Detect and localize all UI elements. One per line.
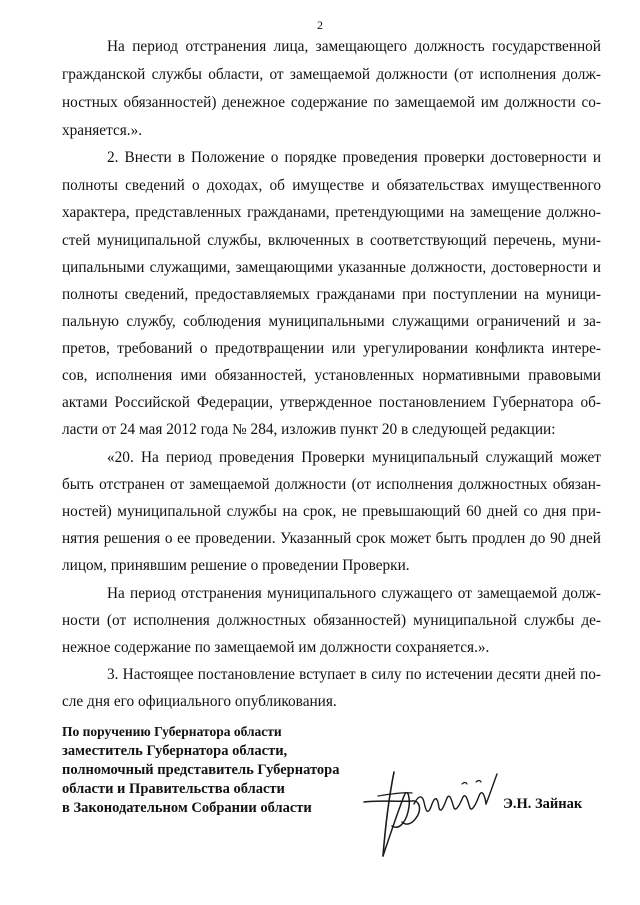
page-number: 2 xyxy=(317,18,323,32)
signature-line: области и Правительства области xyxy=(62,781,285,797)
text-line: ципальными служащими, замещающими указанные должности, достоверности и xyxy=(62,259,601,276)
text-line: 3. Настоящее постановление вступает в силу по истечении десяти дней по- xyxy=(107,666,601,683)
signature-line: полномочный представитель Губернатора xyxy=(62,762,340,778)
text-line: 2. Внести в Положение о порядке проведения проверки достоверности и xyxy=(107,149,601,166)
text-line: характера, представленных гражданами, претендующими на замещение должно- xyxy=(62,204,601,221)
text-line: нежное содержание по замещаемой им должности сохраняется.». xyxy=(62,639,490,656)
text-line: На период отстранения лица, замещающего должность государственной xyxy=(107,38,601,55)
text-line: сле дня его официального опубликования. xyxy=(62,693,337,710)
signature-block xyxy=(62,722,339,818)
text-line: «20. На период проведения Проверки муниципальный служащий может xyxy=(107,449,601,466)
text-line: нятия решения о ее проведении. Указанный срок может быть продлен до 90 дней xyxy=(62,530,601,547)
text-line: полноты сведений, предоставляемых гражданами при поступлении на муници- xyxy=(62,286,601,303)
signature-line: По поручению Губернатора области xyxy=(62,724,282,739)
signature-line: в Законодательном Собрании области xyxy=(62,800,312,816)
text-line: быть отстранен от замещаемой должности (от исполнения должностных обязан- xyxy=(62,476,601,493)
text-line: ностных обязанностей) денежное содержание по замещаемой им должности со- xyxy=(62,94,601,111)
signature-line: заместитель Губернатора области, xyxy=(62,743,288,759)
text-line: ностей) муниципальной службы на срок, не превышающий 60 дней со дня при- xyxy=(62,503,601,520)
text-line: храняется.». xyxy=(62,122,143,139)
text-line: актами Российской Федерации, утвержденное постановлением Губернатора об- xyxy=(62,394,601,411)
text-line: претов, требований о предотвращении или урегулировании конфликта интере- xyxy=(62,340,601,357)
signer-name: Э.Н. Зайнак xyxy=(503,796,583,812)
text-line: пальную службу, соблюдения муниципальными служащими ограничений и за- xyxy=(62,313,601,330)
handwritten-signature xyxy=(356,752,506,864)
text-line: ласти от 24 мая 2012 года № 284, изложив пункт 20 в следующей редакции: xyxy=(62,421,556,438)
text-line: лицом, принявшим решение о проведении Проверки. xyxy=(62,557,410,574)
text-line: На период отстранения муниципального служащего от замещаемой долж- xyxy=(107,585,601,602)
text-line: стей муниципальной службы, включенных в соответствующий перечень, муни- xyxy=(62,232,601,249)
text-line: сов, исполнения ими обязанностей, установленных нормативными правовыми xyxy=(62,367,601,384)
text-line: полноты сведений о доходах, об имуществе и обязательствах имущественного xyxy=(62,177,601,194)
text-line: ности (от исполнения должностных обязанностей) муниципальной службы де- xyxy=(62,612,601,629)
text-line: гражданской службы области, от замещаемой должности (от исполнения долж- xyxy=(62,66,601,83)
